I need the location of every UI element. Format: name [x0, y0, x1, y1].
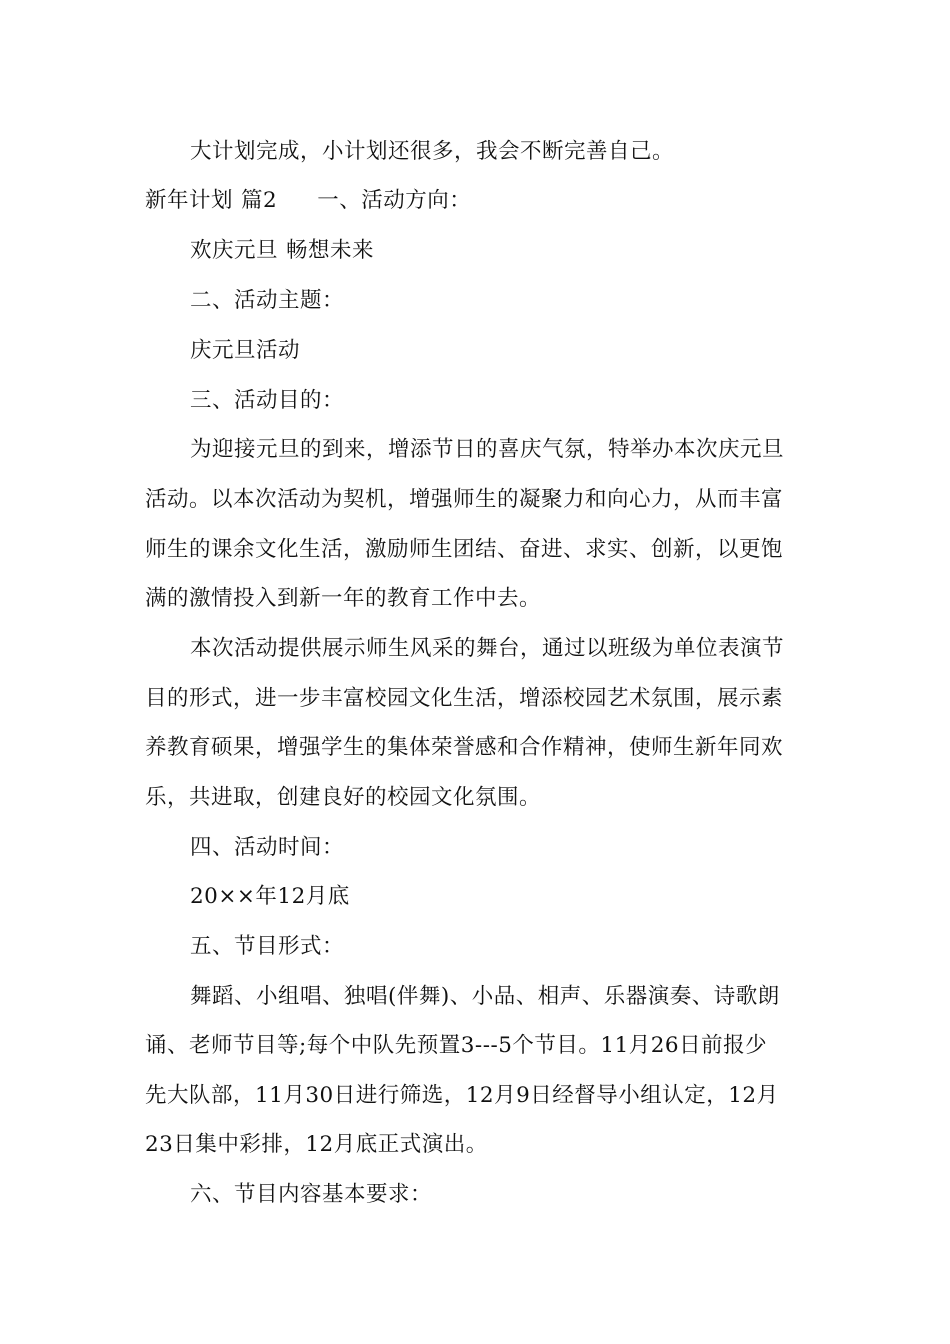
purpose-p1-line: 师生的课余文化生活，激励师生团结、奋进、求实、创新，以更饱: [145, 537, 784, 562]
form-line: 舞蹈、小组唱、独唱(伴舞)、小品、相声、乐器演奏、诗歌朗: [190, 984, 780, 1009]
section-part: 篇2: [241, 188, 278, 213]
purpose-p1-line: 活动。以本次活动为契机，增强师生的凝聚力和向心力，从而丰富: [145, 487, 784, 512]
heading-requirements: 六、节目内容基本要求：: [190, 1182, 433, 1207]
form-line: 诵、老师节目等;每个中队先预置3---5个节目。11月26日前报少: [145, 1033, 768, 1058]
purpose-p2-line: 目的形式，进一步丰富校园文化生活，增添校园艺术氛围，展示素: [145, 686, 784, 711]
form-line: 先大队部，11月30日进行筛选，12月9日经督导小组认定，12月: [145, 1083, 779, 1108]
heading-theme: 二、活动主题：: [190, 288, 345, 313]
direction-text-b: 畅想未来: [286, 238, 375, 263]
section-title: 新年计划: [145, 188, 234, 213]
direction-text: [190, 236, 374, 266]
closing-line: 大计划完成，小计划还很多，我会不断完善自己。: [190, 139, 675, 164]
purpose-p1-line: 满的激情投入到新一年的教育工作中去。: [145, 586, 542, 611]
purpose-p2-line: 养教育硕果，增强学生的集体荣誉感和合作精神，使师生新年同欢: [145, 735, 784, 760]
time-text: 20××年12月底: [190, 884, 350, 909]
heading-direction: 一、活动方向：: [317, 188, 472, 213]
purpose-p2-line: 本次活动提供展示师生风采的舞台，通过以班级为单位表演节: [190, 636, 785, 661]
heading-form: 五、节目形式：: [190, 934, 345, 959]
form-line: 23日集中彩排，12月底正式演出。: [145, 1132, 488, 1157]
theme-text: 庆元旦活动: [190, 338, 301, 363]
direction-text-a: 欢庆元旦: [190, 238, 279, 263]
heading-purpose: 三、活动目的：: [190, 388, 345, 413]
purpose-p1-line: 为迎接元旦的到来，增添节日的喜庆气氛，特举办本次庆元旦: [190, 437, 785, 462]
purpose-p2-line: 乐，共进取，创建良好的校园文化氛围。: [145, 785, 542, 810]
heading-time: 四、活动时间：: [190, 835, 345, 860]
section-header: [145, 186, 471, 216]
